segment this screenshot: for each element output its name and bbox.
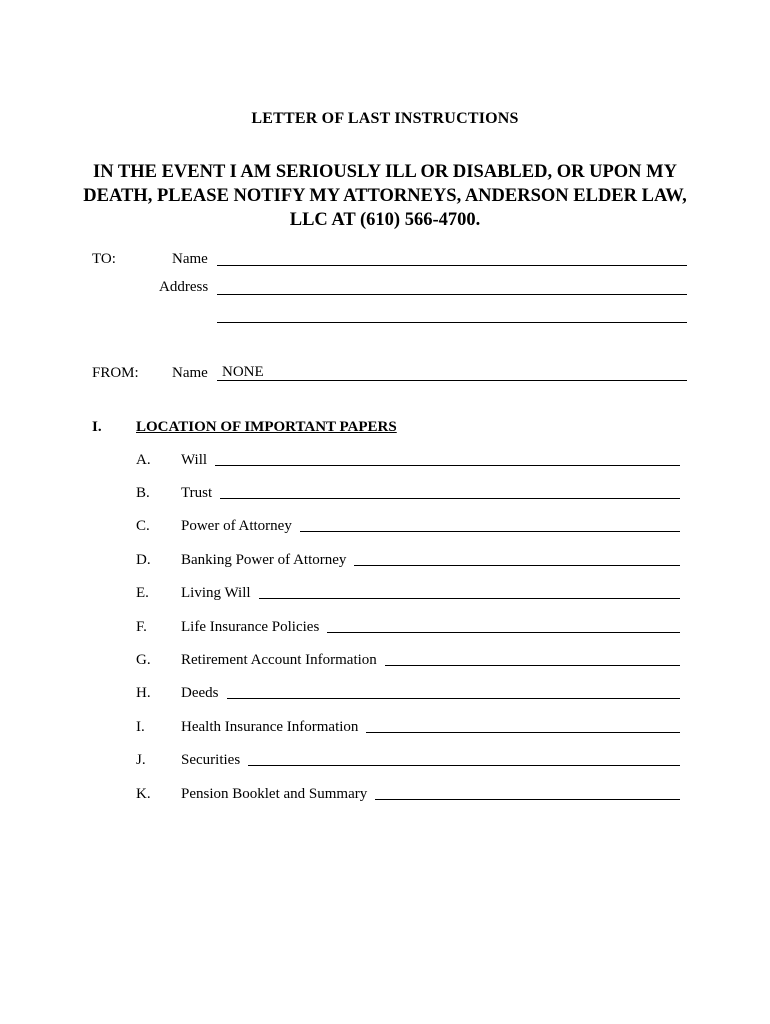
item-trust-field[interactable] (220, 498, 680, 499)
item-banking-power-of-attorney (181, 549, 680, 569)
item-banking-power-of-attorney-field[interactable] (354, 565, 680, 566)
item-health-insurance-information (181, 716, 680, 736)
to-address-field-2[interactable] (217, 322, 687, 323)
item-label: Living Will (181, 585, 251, 601)
section-number: I. (92, 419, 102, 435)
item-power-of-attorney (181, 515, 680, 535)
notice-heading: IN THE EVENT I AM SERIOUSLY ILL OR DISABLED, OR UPON MY DEATH, PLEASE NOTIFY MY ATTORNEYS, ANDERSON ELDER LAW, LLC AT (610) 566-4700. (83, 162, 687, 230)
document-title: LETTER OF LAST INSTRUCTIONS (251, 110, 519, 127)
item-letter: K. (136, 786, 151, 802)
item-letter: E. (136, 585, 149, 601)
item-label: Will (181, 452, 208, 468)
item-pension-booklet-and-summary (181, 783, 680, 803)
item-securities (181, 749, 680, 769)
to-address-label: Address (159, 279, 209, 295)
item-label: Securities (181, 752, 241, 768)
item-pension-booklet-and-summary-field[interactable] (375, 799, 680, 800)
item-life-insurance-policies (181, 616, 680, 636)
item-label: Deeds (181, 685, 219, 701)
item-letter: C. (136, 518, 150, 534)
item-retirement-account-information (181, 649, 680, 669)
item-letter: H. (136, 685, 151, 701)
item-label: Banking Power of Attorney (181, 552, 347, 568)
item-label: Power of Attorney (181, 518, 292, 534)
from-name-field[interactable] (217, 380, 687, 381)
item-letter: G. (136, 652, 151, 668)
section-title: LOCATION OF IMPORTANT PAPERS (136, 419, 397, 435)
item-living-will (181, 582, 680, 602)
item-securities-field[interactable] (248, 765, 680, 766)
item-retirement-account-information-field[interactable] (385, 665, 680, 666)
item-letter: A. (136, 452, 151, 468)
item-label: Retirement Account Information (181, 652, 377, 668)
item-label: Health Insurance Information (181, 719, 359, 735)
item-letter: B. (136, 485, 150, 501)
to-label: TO: (92, 251, 116, 267)
item-label: Trust (181, 485, 213, 501)
item-will-field[interactable] (215, 465, 680, 466)
item-letter: I. (136, 719, 145, 735)
item-letter: J. (136, 752, 146, 768)
item-will (181, 449, 680, 469)
to-address-field-1[interactable] (217, 294, 687, 295)
item-life-insurance-policies-field[interactable] (327, 632, 680, 633)
item-deeds-field[interactable] (227, 698, 681, 699)
from-name-value: NONE (222, 364, 264, 380)
item-label: Life Insurance Policies (181, 619, 320, 635)
item-label: Pension Booklet and Summary (181, 786, 368, 802)
item-health-insurance-information-field[interactable] (366, 732, 680, 733)
item-power-of-attorney-field[interactable] (300, 531, 680, 532)
from-label: FROM: (92, 365, 139, 381)
to-name-label: Name (172, 251, 208, 267)
item-letter: D. (136, 552, 151, 568)
from-name-label: Name (172, 365, 208, 381)
item-living-will-field[interactable] (259, 598, 680, 599)
item-letter: F. (136, 619, 147, 635)
item-trust (181, 482, 680, 502)
to-name-field[interactable] (217, 265, 687, 266)
item-deeds (181, 682, 680, 702)
